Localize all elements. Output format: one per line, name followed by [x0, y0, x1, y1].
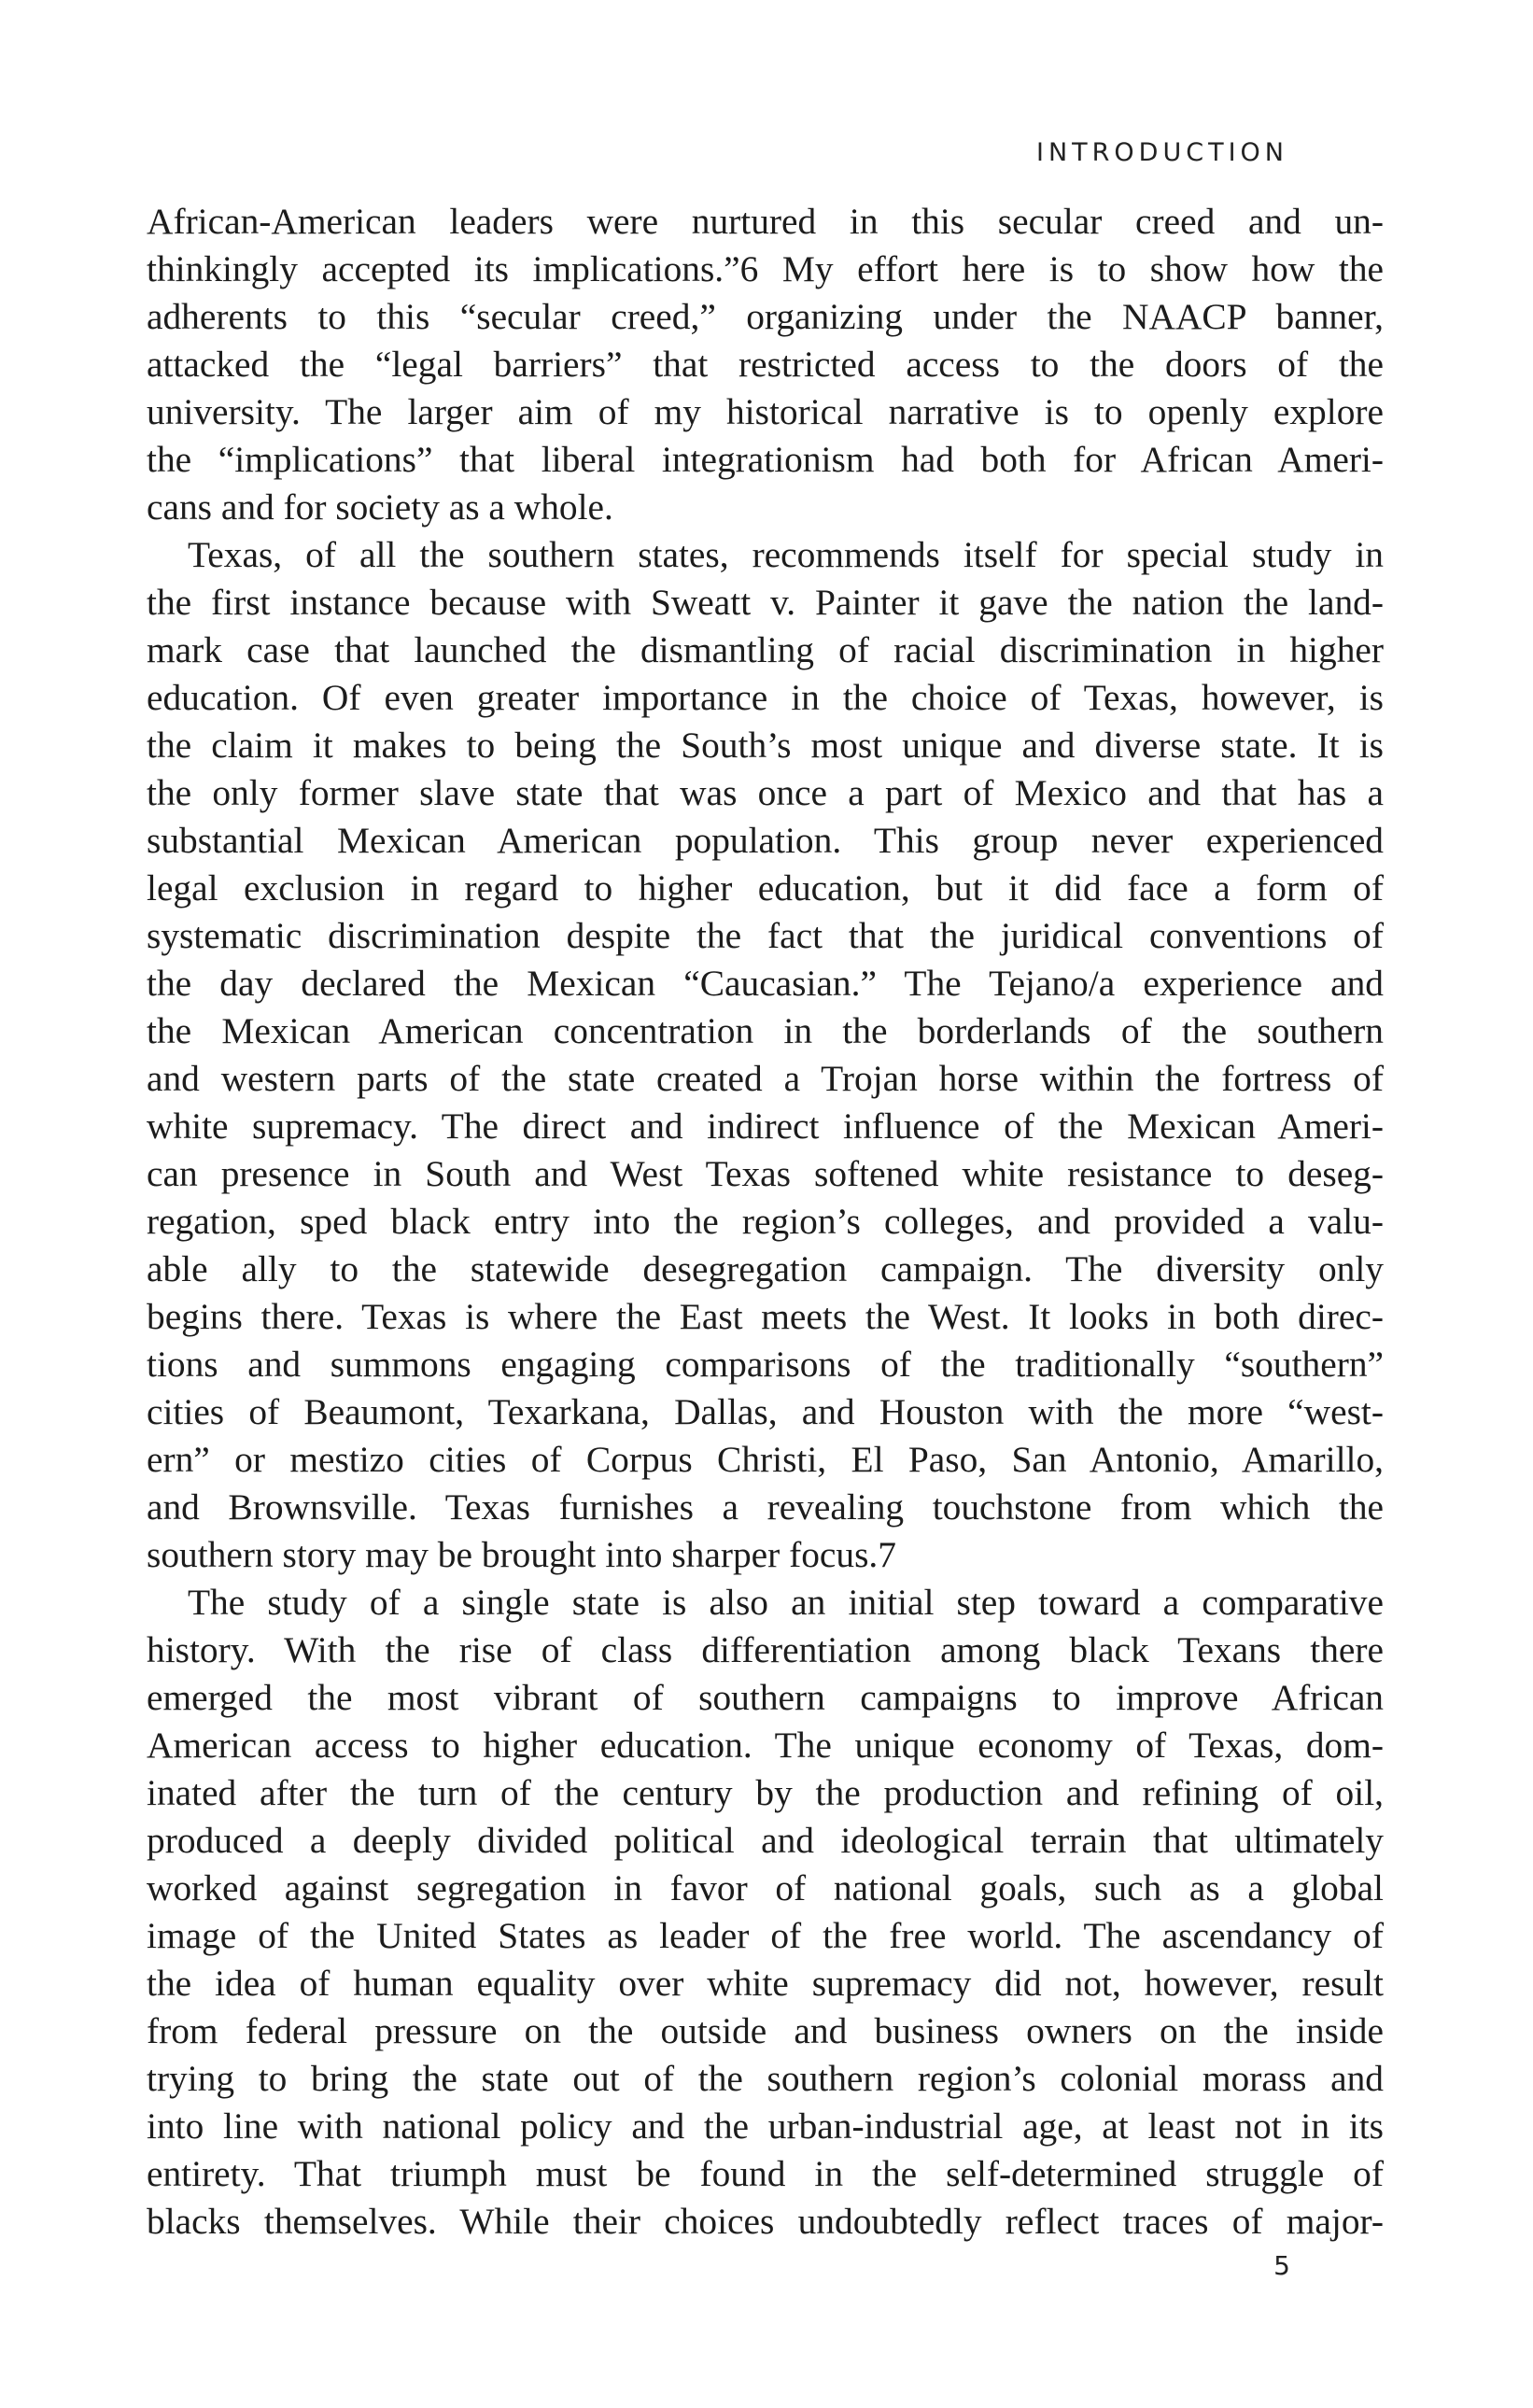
text-line: education. Of even greater importance in the choice of Texas, however, is	[147, 677, 1384, 718]
text-line: mark case that launched the dismantling of racial discrimination in higher	[147, 629, 1384, 670]
text-line: produced a deeply divided political and ideological terrain that ultimately	[147, 1820, 1384, 1861]
text-line: and western parts of the state created a Trojan horse within the fortress of	[147, 1058, 1384, 1099]
text-line: African-American leaders were nurtured in this secular creed and un-	[147, 201, 1384, 242]
text-line: begins there. Texas is where the East meets the West. It looks in both direc-	[147, 1296, 1384, 1337]
text-line: emerged the most vibrant of southern campaigns to improve African	[147, 1677, 1384, 1718]
text-line: the Mexican American concentration in the borderlands of the southern	[147, 1010, 1384, 1051]
text-line: the “implications” that liberal integrationism had both for African Ameri-	[147, 439, 1384, 480]
text-line: the only former slave state that was once a part of Mexico and that has a	[147, 772, 1384, 813]
text-line: the day declared the Mexican “Caucasian.” The Tejano/a experience and	[147, 963, 1384, 1004]
text-line: ern” or mestizo cities of Corpus Christi, El Paso, San Antonio, Amarillo,	[147, 1439, 1384, 1480]
body-text	[147, 198, 1384, 2246]
text-line: entirety. That triumph must be found in the self-determined struggle of	[147, 2153, 1384, 2194]
text-line: able ally to the statewide desegregation campaign. The diversity only	[147, 1248, 1384, 1289]
text-line: thinkingly accepted its implications.”6 My effort here is to show how the	[147, 248, 1384, 289]
text-line: blacks themselves. While their choices undoubtedly reflect traces of major-	[147, 2201, 1384, 2242]
text-line: trying to bring the state out of the southern region’s colonial morass and	[147, 2058, 1384, 2099]
text-line: attacked the “legal barriers” that restricted access to the doors of the	[147, 344, 1384, 385]
text-line: Texas, of all the southern states, recommends itself for special study in	[188, 534, 1384, 575]
text-line: university. The larger aim of my historical narrative is to openly explore	[147, 391, 1384, 432]
text-line: the first instance because with Sweatt v. Painter it gave the nation the land-	[147, 582, 1384, 623]
text-line: can presence in South and West Texas softened white resistance to deseg-	[147, 1153, 1384, 1194]
paragraph	[147, 531, 1384, 1579]
text-line: into line with national policy and the urban-industrial age, at least not in its	[147, 2105, 1384, 2147]
text-line: inated after the turn of the century by the production and refining of oil,	[147, 1772, 1384, 1813]
text-line: substantial Mexican American population. This group never experienced	[147, 820, 1384, 861]
text-line: image of the United States as leader of the free world. The ascendancy of	[147, 1915, 1384, 1956]
text-line: adherents to this “secular creed,” organizing under the NAACP banner,	[147, 296, 1384, 337]
running-head: INTRODUCTION	[1036, 138, 1288, 167]
text-line: and Brownsville. Texas furnishes a revealing touchstone from which the	[147, 1486, 1384, 1528]
text-line: from federal pressure on the outside and business owners on the inside	[147, 2010, 1384, 2051]
text-line: cities of Beaumont, Texarkana, Dallas, and Houston with the more “west-	[147, 1391, 1384, 1432]
text-line: regation, sped black entry into the region’s colleges, and provided a valu-	[147, 1201, 1384, 1242]
paragraph	[147, 198, 1384, 531]
text-line: legal exclusion in regard to higher education, but it did face a form of	[147, 867, 1384, 908]
text-line: the idea of human equality over white supremacy did not, however, result	[147, 1963, 1384, 2004]
page-number: 5	[1273, 2250, 1290, 2281]
text-line: systematic discrimination despite the fact that the juridical conventions of	[147, 915, 1384, 956]
text-line: white supremacy. The direct and indirect influence of the Mexican Ameri-	[147, 1105, 1384, 1147]
text-line: tions and summons engaging comparisons of the traditionally “southern”	[147, 1344, 1384, 1385]
text-line: worked against segregation in favor of national goals, such as a global	[147, 1867, 1384, 1908]
text-line: The study of a single state is also an initial step toward a comparative	[188, 1582, 1384, 1623]
text-line: history. With the rise of class differentiation among black Texans there	[147, 1629, 1384, 1670]
text-line: American access to higher education. The unique economy of Texas, dom-	[147, 1725, 1384, 1766]
text-line: the claim it makes to being the South’s most unique and diverse state. It is	[147, 725, 1384, 766]
text-line: southern story may be brought into sharper focus.7	[147, 1534, 896, 1575]
text-line: cans and for society as a whole.	[147, 486, 613, 528]
paragraph	[147, 1579, 1384, 2246]
